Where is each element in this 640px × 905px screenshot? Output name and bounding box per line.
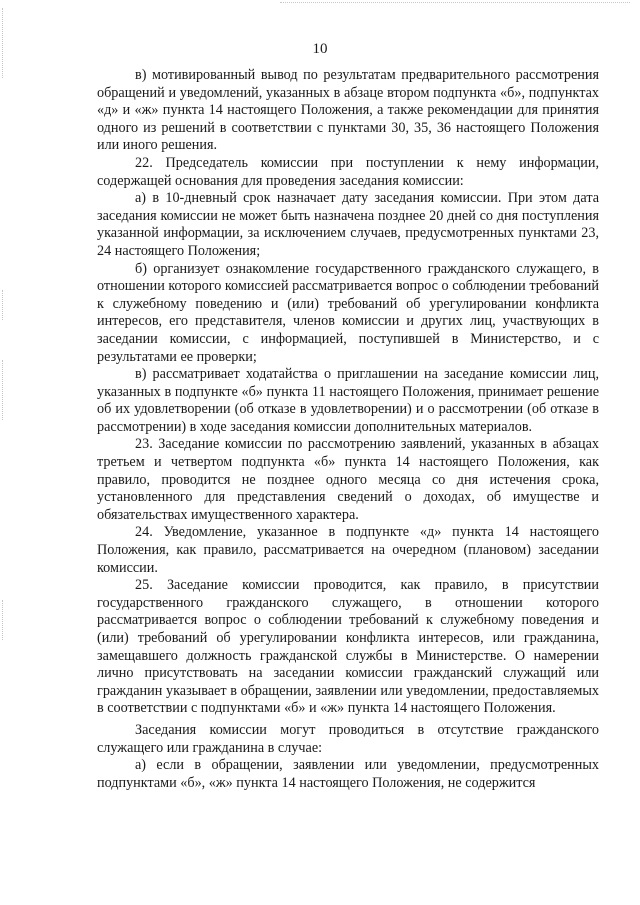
scan-edge-left-2 — [2, 290, 4, 320]
scan-edge-top — [280, 2, 630, 5]
paragraph-25-absence: Заседания комиссии могут проводиться в отсутствие гражданского служащего или гражданина в случае: — [97, 721, 599, 756]
paragraph-22-b: б) организует ознакомление государственного гражданского служащего, в отношении которого комиссией рассматривается вопрос о соблюдении требований к служебному поведению и (или) требований об урегулировании конфликта интересов, его представителя, членов комиссии и других лиц, участвующих в заседании комиссии, с информацией, поступившей в Министерство, и с результатами ее проверки; — [97, 260, 599, 365]
document-body — [97, 67, 599, 792]
paragraph-22-a: а) в 10-дневный срок назначает дату заседания комиссии. При этом дата заседания комиссии не может быть назначена позднее 20 дней со дня поступления указанной информации, за исключением случаев, предусмотренных пунктами 23, 24 настоящего Положения; — [97, 190, 599, 259]
paragraph-24: 24. Уведомление, указанное в подпункте «д» пункта 14 настоящего Положения, как правило, рассматривается на очередном (плановом) заседании комиссии. — [97, 524, 599, 576]
paragraph-22-v: в) рассматривает ходатайства о приглашении на заседание комиссии лиц, указанных в подпункте «б» пункта 11 настоящего Положения, принимает решение об их удовлетворении (об отказе в удовлетворении) и о рассмотрении (об отказе в рассмотрении) в ходе заседания комиссии дополнительных материалов. — [97, 366, 599, 435]
paragraph-21-v: в) мотивированный вывод по результатам предварительного рассмотрения обращений и уведомлений, указанных в абзаце втором подпункта «б», подпунктах «д» и «ж» пункта 14 настоящего Положения, а также рекомендации для принятия одного из решений в соответствии с пунктами 30, 35, 36 настоящего Положения или иного решения. — [97, 67, 599, 154]
page-number: 10 — [312, 41, 328, 57]
scan-edge-left-3 — [2, 360, 4, 420]
paragraph-25: 25. Заседание комиссии проводится, как правило, в присутствии государственного гражданского служащего, в отношении которого рассматривается вопрос о соблюдении требований к служебному поведения и (или) требований об урегулировании конфликта интересов, или гражданина, замещавшего должность гражданской службы в Министерстве. О намерении лично присутствовать на заседании комиссии гражданский служащий или гражданин указывает в обращении, заявлении или уведомлении, предоставляемых в соответствии с подпунктами «б» и «ж» пункта 14 настоящего Положения. — [97, 577, 599, 717]
paragraph-25-a: а) если в обращении, заявлении или уведомлении, предусмотренных подпунктами «б», «ж» пункта 14 настоящего Положения, не содержится — [97, 757, 599, 791]
paragraph-22: 22. Председатель комиссии при поступлении к нему информации, содержащей основания для проведения заседания комиссии: — [97, 154, 599, 189]
paragraph-23: 23. Заседание комиссии по рассмотрению заявлений, указанных в абзацах третьем и четвертом подпункта «б» пункта 14 настоящего Положения, как правило, проводится не позднее одного месяца со дня истечения срока, установленного для представления сведений о доходах, об имуществе и обязательствах имущественного характера. — [97, 436, 599, 523]
scan-edge-left-4 — [2, 600, 4, 640]
